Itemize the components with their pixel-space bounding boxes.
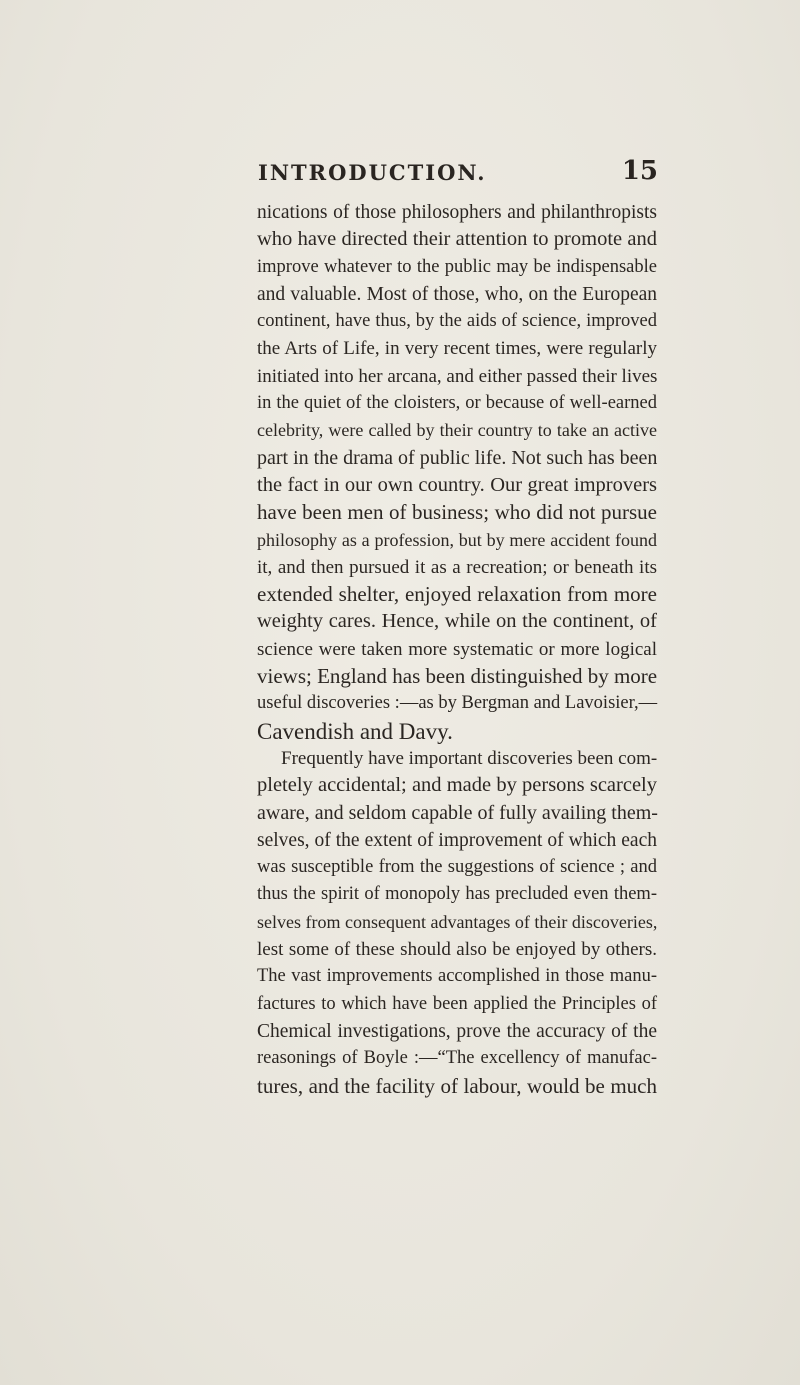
text-line: The vast improvements accomplished in those manu- — [257, 966, 657, 987]
body-text — [257, 199, 657, 1100]
text-line: Cavendish and Davy. — [257, 718, 453, 744]
text-line: extended shelter, enjoyed relaxation from more — [257, 582, 657, 607]
text-line: initiated into her arcana, and either passed their lives — [257, 365, 658, 387]
text-line: in the quiet of the cloisters, or because of well-earned — [257, 393, 657, 414]
text-line: have been men of business; who did not pursue — [257, 500, 657, 525]
text-line: philosophy as a profession, but by mere accident found — [257, 529, 657, 550]
text-line: continent, have thus, by the aids of science, improved — [257, 311, 657, 332]
page-header — [258, 156, 658, 196]
text-line: tures, and the facility of labour, would be much — [257, 1073, 657, 1098]
text-line: celebrity, were called by their country to take an active — [257, 420, 657, 441]
text-line: part in the drama of public life. Not such has been — [257, 446, 658, 469]
text-line: reasonings of Boyle :—“The excellency of manufac- — [257, 1048, 657, 1069]
text-line: science were taken more systematic or more logical — [257, 638, 657, 660]
text-line: aware, and seldom capable of fully availing them- — [257, 801, 658, 824]
text-line: the Arts of Life, in very recent times, were regularly — [257, 338, 657, 360]
text-line: selves from consequent advantages of their discoveries, — [257, 911, 658, 932]
text-line: and valuable. Most of those, who, on the European — [257, 283, 657, 305]
text-line: was susceptible from the suggestions of science ; and — [257, 857, 657, 878]
paragraph-1 — [257, 199, 657, 745]
text-line: nications of those philosophers and philanthropists — [257, 202, 657, 223]
text-line: the fact in our own country. Our great improvers — [257, 473, 657, 496]
text-line: improve whatever to the public may be indispensable — [257, 256, 657, 277]
page-number: 15 — [621, 156, 658, 186]
text-line: who have directed their attention to promote and — [257, 228, 657, 251]
text-line: factures to which have been applied the Principles of — [257, 993, 657, 1014]
running-head: INTRODUCTION. — [258, 160, 487, 185]
text-line: useful discoveries :—as by Bergman and Lavoisier,— — [257, 693, 658, 714]
text-line: selves, of the extent of improvement of which each — [257, 829, 657, 851]
text-line: thus the spirit of monopoly has precluded even them- — [257, 884, 657, 905]
text-line: weighty cares. Hence, while on the continent, of — [257, 610, 657, 633]
text-line: lest some of these should also be enjoyed by others. — [257, 939, 657, 961]
text-line: Chemical investigations, prove the accuracy of the — [257, 1020, 657, 1042]
text-line: Frequently have important discoveries been com- — [281, 747, 658, 769]
text-line: views; England has been distinguished by more — [257, 664, 658, 689]
paragraph-2 — [257, 745, 657, 1100]
text-line: it, and then pursued it as a recreation; or beneath its — [257, 556, 657, 578]
text-line: pletely accidental; and made by persons scarcely — [257, 774, 657, 797]
